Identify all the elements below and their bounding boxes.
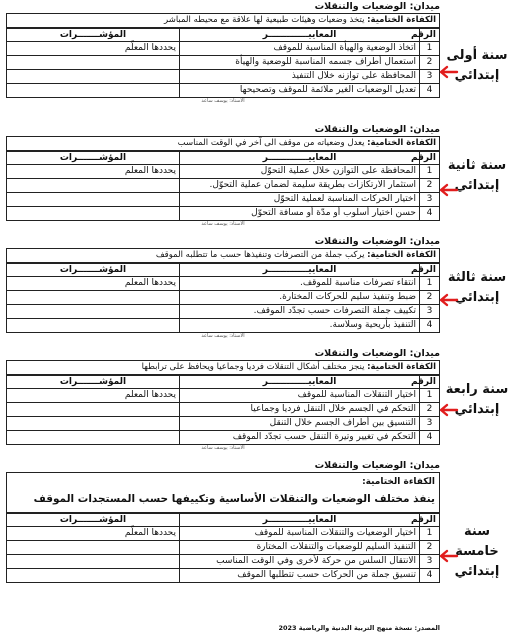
header-indicators: المؤشـــــــرات	[7, 376, 180, 389]
competency-text: يتخذ وضعيات وهيئات طبيعية لها علاقة مع محيطه المباشر	[164, 15, 365, 25]
source-note: المصدر: نسخة منهج التربية البدنية والرياضية 2023	[278, 624, 440, 632]
table-row: 1 اختيار الوضعيات والتنقلات المناسبة للموقف يحددها المعلّم	[7, 527, 440, 541]
table-row: 1 المحافظة على التوازن خلال عملية التحوّل يحددها المعلم	[7, 165, 440, 179]
section-year-5	[6, 460, 440, 583]
author-credit: الأستاذ: يوسف ساعد	[201, 98, 245, 104]
header-num: الرقم	[420, 264, 440, 277]
competency-text: ينجز مختلف أشكال التنقلات فرديا وجماعيا ويحافظ على ترابطها	[141, 362, 365, 372]
table-row: 2 التحكم في الجسم خلال التنقل فرديا وجماعيا	[7, 403, 440, 417]
competency-label: الكفاءة الختامية:	[367, 362, 436, 372]
competency-table	[6, 13, 440, 28]
table-row: 3 التنسيق بين أطراف الجسم خلال التنقل	[7, 417, 440, 431]
competency-text: يركب جملة من التصرفات وتنفيذها حسب ما تتطلبه الموقف	[155, 250, 365, 260]
table-row: 4 التنفيذ بأريحية وسلاسة.	[7, 319, 440, 333]
competency-table	[6, 360, 440, 375]
header-indicators: المؤشـــــــرات	[7, 152, 180, 165]
table-row: 4 تعديل الوضعيات الغير ملائمة للموقف وتصحيحها	[7, 84, 440, 98]
competency-text: يعدل وضعياته من موقف الى آخر في الوقت المناسب	[177, 138, 365, 148]
table-row: 1 اتخاذ الوضعية والهيأة المناسبة للموقف يحددها المعلّم	[7, 42, 440, 56]
author-credit: الأستاذ: يوسف ساعد	[201, 333, 245, 339]
header-criteria: المعاييـــــــــــــر	[180, 29, 420, 42]
section-year-3	[6, 236, 440, 340]
arrow-left-icon	[436, 403, 458, 417]
table-row: 2 التنفيذ السليم للوضعيات والتنقلات المختارة	[7, 541, 440, 555]
field-title: ميدان: الوضعيات والتنقلات	[314, 236, 440, 247]
field-title: ميدان: الوضعيات والتنقلات	[314, 348, 440, 359]
header-num: الرقم	[420, 152, 440, 165]
header-indicators: المؤشـــــــرات	[7, 514, 180, 527]
competency-table	[6, 248, 440, 263]
criteria-table	[6, 151, 440, 221]
section-year-4	[6, 348, 440, 452]
competency-table	[6, 472, 440, 513]
year-label-1: سنة أولى إبتدائي	[446, 48, 508, 83]
competency-label: الكفاءة الختامية:	[362, 477, 435, 487]
year-label-5: سنة خامسة إبتدائي	[454, 524, 500, 579]
table-row: 2 استثمار الارتكازات بطريقة سليمة لضمان عملية التحوّل.	[7, 179, 440, 193]
competency-text: ينفذ مختلف الوضعيات والتنقلات الأساسية وتكييفها حسب المستجدات الموقف	[33, 493, 435, 505]
year-label-2: سنة ثانية إبتدائي	[447, 158, 507, 193]
header-num: الرقم	[420, 376, 440, 389]
criteria-table	[6, 513, 440, 583]
competency-label: الكفاءة الختامية:	[367, 250, 436, 260]
table-row: 3 تكييف جملة التصرفات حسب تجدّد الموقف.	[7, 305, 440, 319]
criteria-table	[6, 263, 440, 333]
table-row: 3 اختيار الحركات المناسبة لعملية التحوّل	[7, 193, 440, 207]
table-row: 2 ضبط وتنفيذ سليم للحركات المختارة.	[7, 291, 440, 305]
competency-label: الكفاءة الختامية:	[367, 15, 436, 25]
field-title: ميدان: الوضعيات والتنقلات	[314, 124, 440, 135]
competency-table	[6, 136, 440, 151]
header-criteria: المعاييـــــــــــــر	[180, 152, 420, 165]
field-title: ميدان: الوضعيات والتنقلات	[314, 460, 440, 471]
header-num: الرقم	[420, 514, 440, 527]
header-num: الرقم	[420, 29, 440, 42]
criteria-table	[6, 375, 440, 445]
header-indicators: المؤشـــــــرات	[7, 264, 180, 277]
year-label-3: سنة ثالثة إبتدائي	[447, 270, 507, 305]
arrow-left-icon	[436, 65, 458, 79]
year-label-4: سنة رابعة إبتدائي	[445, 382, 509, 417]
table-row: 3 المحافظة على توازنه خلال التنفيذ	[7, 70, 440, 84]
competency-label: الكفاءة الختامية:	[367, 138, 436, 148]
criteria-table	[6, 28, 440, 98]
table-row: 3 الانتقال السلس من حركة لأخرى وفي الوقت المناسب	[7, 555, 440, 569]
header-criteria: المعاييـــــــــــــر	[180, 264, 420, 277]
author-credit: الأستاذ: يوسف ساعد	[201, 445, 245, 451]
header-criteria: المعاييـــــــــــــر	[180, 514, 420, 527]
table-row: 4 تنسيق جملة من الحركات حسب تتطلبها الموقف	[7, 569, 440, 583]
table-row: 4 التحكم في تغيير وتيرة التنقل حسب تجدّد الموقف	[7, 431, 440, 445]
table-row: 1 اختيار التنقلات المناسبة للموقف يحددها المعلم	[7, 389, 440, 403]
table-row: 1 انتقاء تصرفات مناسبة للموقف. يحددها المعلم	[7, 277, 440, 291]
arrow-left-icon	[436, 293, 458, 307]
section-year-1	[6, 1, 440, 105]
table-row: 4 حسن اختيار أسلوب أو مدّة أو مسافة التحوّل	[7, 207, 440, 221]
author-credit: الأستاذ: يوسف ساعد	[201, 221, 245, 227]
arrow-left-icon	[436, 183, 458, 197]
header-indicators: المؤشـــــــرات	[7, 29, 180, 42]
header-criteria: المعاييـــــــــــــر	[180, 376, 420, 389]
arrow-left-icon	[436, 549, 458, 563]
table-row: 2 استعمال أطراف جسمه المناسبة للوضعية والهيأة	[7, 56, 440, 70]
field-title: ميدان: الوضعيات والتنقلات	[314, 1, 440, 12]
section-year-2	[6, 124, 440, 228]
